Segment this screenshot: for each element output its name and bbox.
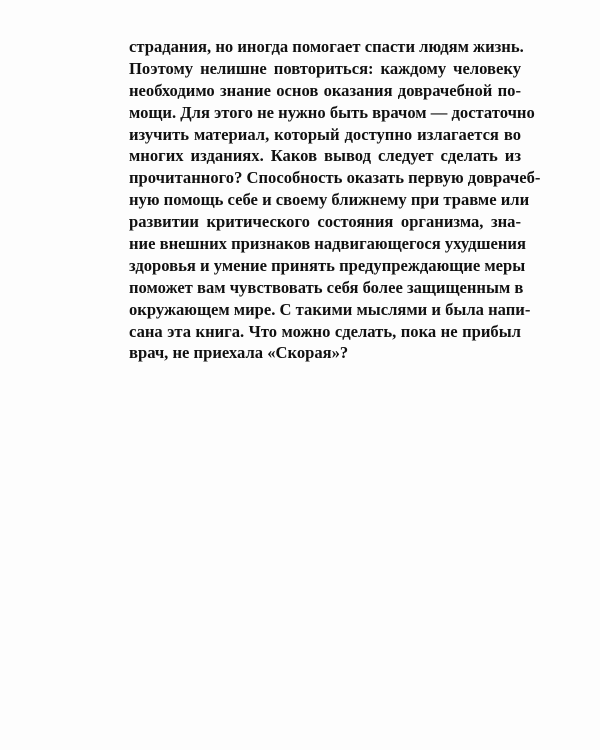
- text-line: Поэтому нелишне повториться: каждому человеку: [129, 58, 521, 78]
- text-line-last: врач, не приехала «Скорая»?: [129, 343, 349, 363]
- text-line: поможет вам чувствовать себя более защищенным в: [129, 277, 524, 297]
- text-line: ную помощь себе и своему ближнему при травме или: [129, 190, 530, 210]
- text-line: многих изданиях. Каков вывод следует сделать из: [129, 146, 521, 166]
- text-line: ние внешних признаков надвигающегося ухудшения: [129, 234, 526, 254]
- text-line: сана эта книга. Что можно сделать, пока не прибыл: [129, 321, 521, 341]
- text-line: изучить материал, который доступно излагается во: [129, 124, 521, 144]
- text-line: страдания, но иногда помогает спасти людям жизнь.: [129, 37, 524, 56]
- text-line: необходимо знание основ оказания доврачебной по-: [129, 80, 521, 100]
- body-paragraph: [129, 36, 541, 364]
- text-line: прочитанного? Способность оказать первую доврачеб-: [129, 168, 541, 188]
- text-line: развитии критического состояния организма, зна-: [129, 212, 521, 232]
- text-line: здоровья и умение принять предупреждающие меры: [129, 255, 526, 275]
- text-line: мощи. Для этого не нужно быть врачом — достаточно: [129, 102, 535, 122]
- text-line: окружающем мире. С такими мыслями и была напи-: [129, 299, 531, 319]
